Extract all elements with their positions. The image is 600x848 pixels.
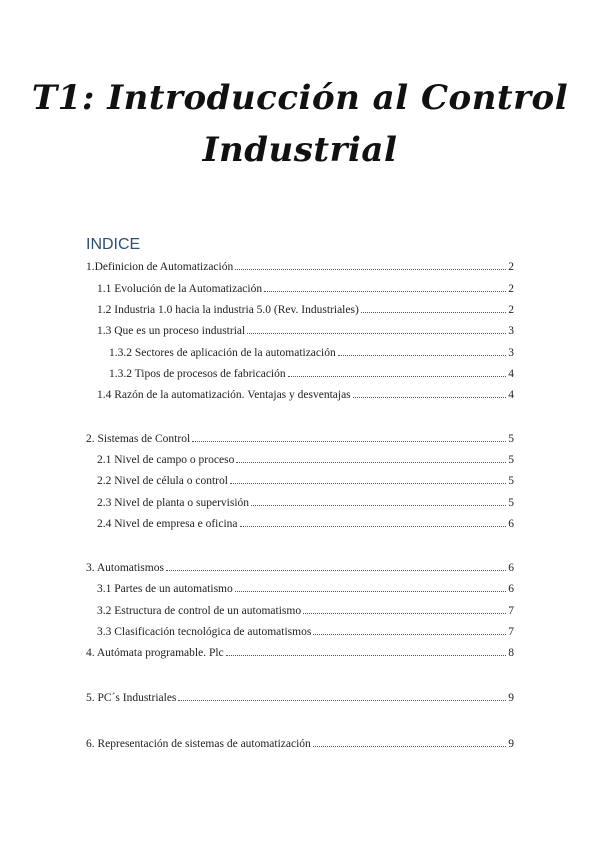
toc-entry[interactable] xyxy=(97,602,514,618)
toc-entry-title: 2.1 Nivel de campo o proceso xyxy=(97,454,235,466)
dot-leader xyxy=(247,322,506,334)
document-title xyxy=(0,72,600,176)
toc-entry-title: 3.3 Clasificación tecnológica de automatismos xyxy=(97,626,312,638)
toc-entry-page: 6 xyxy=(508,583,514,595)
toc-entry[interactable] xyxy=(97,623,514,639)
toc-entry[interactable] xyxy=(97,472,514,488)
dot-leader xyxy=(353,386,507,398)
toc-entry[interactable] xyxy=(86,258,514,274)
dot-leader xyxy=(226,644,507,656)
toc-entry[interactable] xyxy=(97,494,514,510)
toc-entry-page: 9 xyxy=(508,738,514,750)
dot-leader xyxy=(313,623,506,635)
dot-leader xyxy=(338,344,507,356)
toc-entry-page: 7 xyxy=(508,605,514,617)
toc-entry[interactable] xyxy=(97,580,514,596)
toc-entry-title: 2.4 Nivel de empresa e oficina xyxy=(97,518,238,530)
toc-entry-page: 4 xyxy=(508,389,514,401)
dot-leader xyxy=(264,280,506,292)
toc-entry-title: 5. PC´s Industriales xyxy=(86,692,177,704)
dot-leader xyxy=(361,301,506,313)
toc-entry-title: 2. Sistemas de Control xyxy=(86,433,191,445)
toc-entry-page: 6 xyxy=(508,518,514,530)
toc-entry[interactable] xyxy=(109,365,514,381)
toc-entry[interactable] xyxy=(86,735,514,751)
dot-leader xyxy=(235,258,506,270)
dot-leader xyxy=(240,515,507,527)
toc-entry-page: 5 xyxy=(508,433,514,445)
dot-leader xyxy=(303,602,506,614)
toc-entry-title: 4. Autómata programable. Plc xyxy=(86,647,224,659)
toc-entry-title: 1.4 Razón de la automatización. Ventajas y desventajas xyxy=(97,389,351,401)
toc-entry-page: 2 xyxy=(508,283,514,295)
toc-entry[interactable] xyxy=(97,386,514,402)
dot-leader xyxy=(230,472,506,484)
toc-entry[interactable] xyxy=(97,301,514,317)
dot-leader xyxy=(192,430,506,442)
title-line-2: Industrial xyxy=(202,130,398,170)
dot-leader xyxy=(313,735,506,747)
toc-entry-page: 5 xyxy=(508,475,514,487)
toc-entry[interactable] xyxy=(109,344,514,360)
toc-entry-title: 3. Automatismos xyxy=(86,562,164,574)
dot-leader xyxy=(251,494,506,506)
toc-entry-page: 6 xyxy=(508,562,514,574)
toc-entry[interactable] xyxy=(97,515,514,531)
toc-entry-page: 5 xyxy=(508,454,514,466)
toc-entry-title: 1.Definicion de Automatización xyxy=(86,261,234,273)
toc-entry-title: 3.2 Estructura de control de un automatismo xyxy=(97,605,302,617)
toc-entry-title: 2.2 Nivel de célula o control xyxy=(97,475,228,487)
toc-entry-page: 8 xyxy=(508,647,514,659)
title-line-1: T1: Introducción al Control xyxy=(31,78,569,118)
toc-entry[interactable] xyxy=(86,644,514,660)
toc-entry[interactable] xyxy=(97,322,514,338)
toc-heading: INDICE xyxy=(86,236,141,253)
toc-entry[interactable] xyxy=(86,430,514,446)
toc-entry-title: 6. Representación de sistemas de automatización xyxy=(86,738,311,750)
toc-entry-page: 4 xyxy=(508,368,514,380)
toc-entry-title: 1.1 Evolución de la Automatización xyxy=(97,283,263,295)
toc-entry-title: 3.1 Partes de un automatismo xyxy=(97,583,233,595)
toc-entry-title: 1.2 Industria 1.0 hacia la industria 5.0 (Rev. Industriales) xyxy=(97,304,359,316)
toc-entry-page: 2 xyxy=(508,304,514,316)
dot-leader xyxy=(235,580,507,592)
toc-entry-page: 9 xyxy=(508,692,514,704)
toc-entry[interactable] xyxy=(97,280,514,296)
toc-entry-page: 3 xyxy=(508,325,514,337)
toc-entry-title: 1.3.2 Sectores de aplicación de la automatización xyxy=(109,347,336,359)
dot-leader xyxy=(166,559,506,571)
toc-entry[interactable] xyxy=(86,689,514,705)
toc-entry[interactable] xyxy=(97,451,514,467)
toc-entry-page: 5 xyxy=(508,497,514,509)
toc-entry-page: 2 xyxy=(508,261,514,273)
dot-leader xyxy=(178,689,506,701)
toc-entry-page: 3 xyxy=(508,347,514,359)
toc-entry-title: 1.3 Que es un proceso industrial xyxy=(97,325,246,337)
toc-entry-title: 1.3.2 Tipos de procesos de fabricación xyxy=(109,368,286,380)
toc-entry-page: 7 xyxy=(508,626,514,638)
toc-entry[interactable] xyxy=(86,559,514,575)
dot-leader xyxy=(288,365,507,377)
toc-entry-title: 2.3 Nivel de planta o supervisión xyxy=(97,497,250,509)
dot-leader xyxy=(236,451,506,463)
